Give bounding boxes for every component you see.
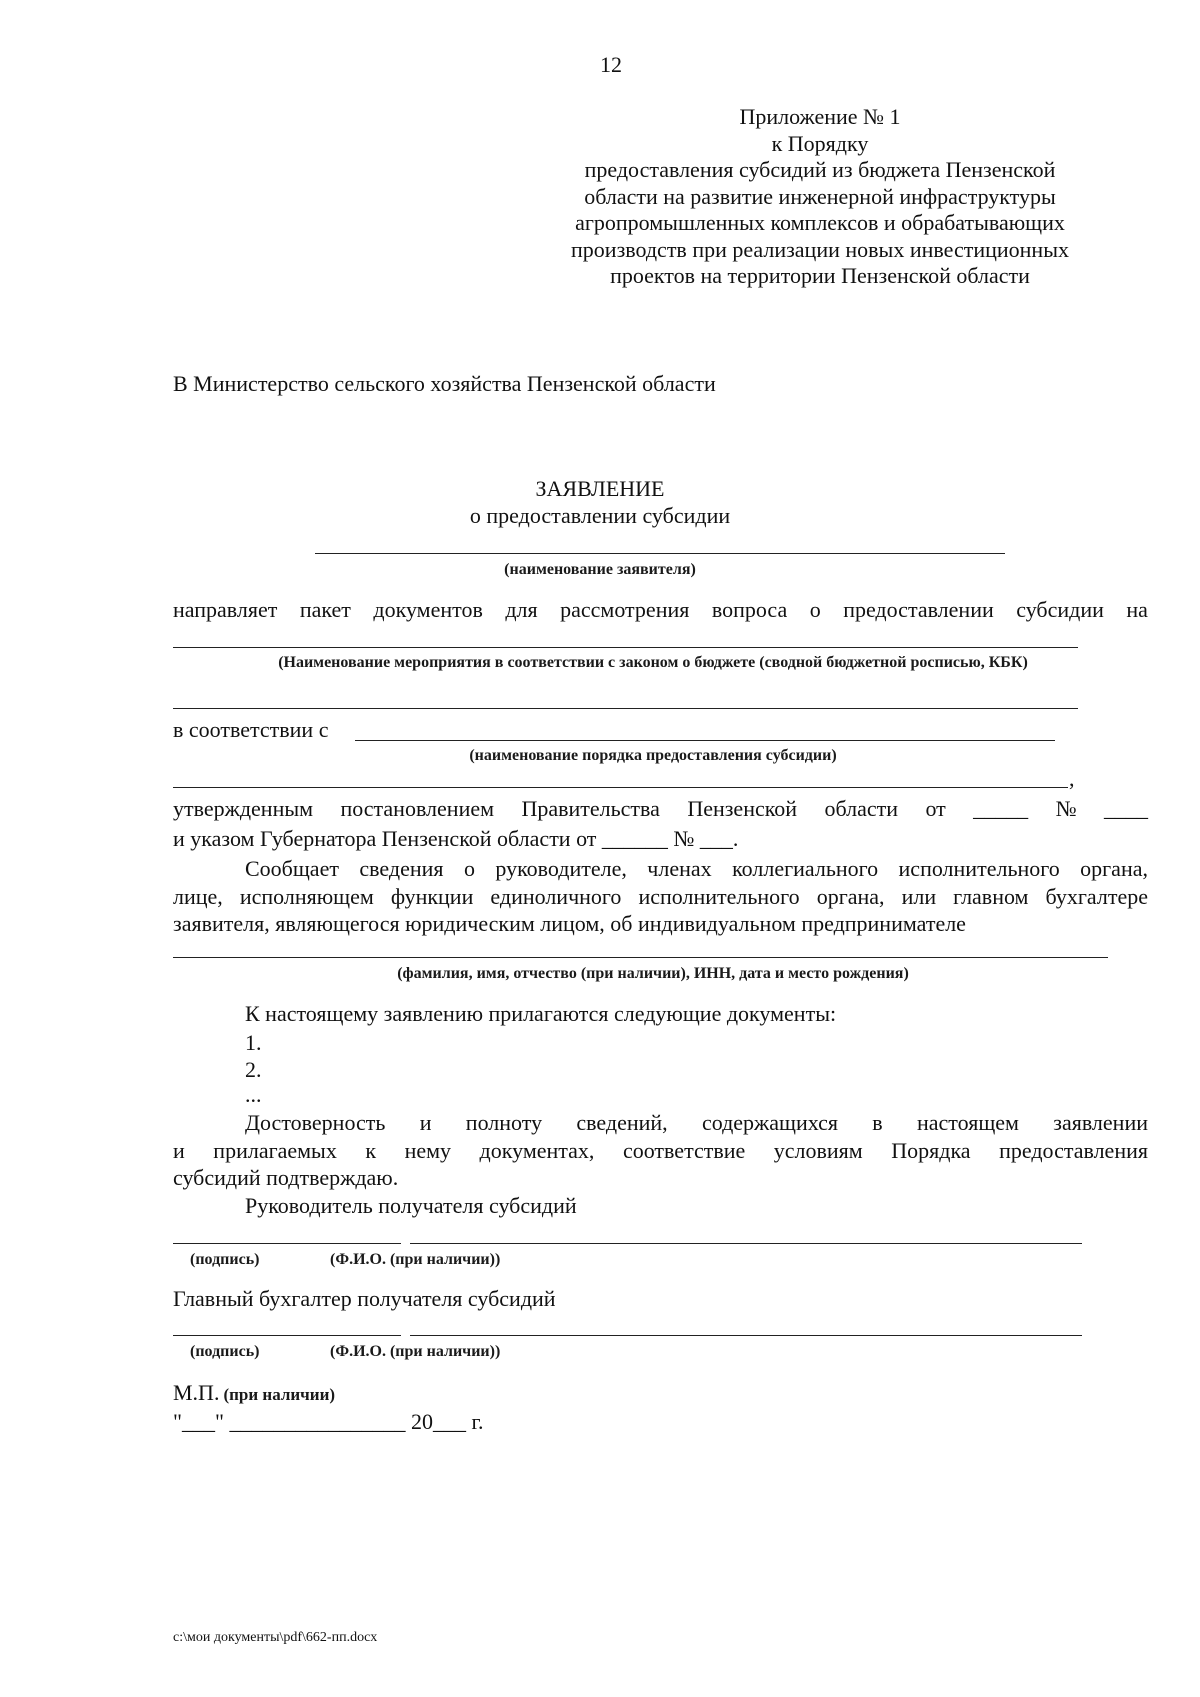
signature-caption: (подпись) [190, 1343, 260, 1360]
name-caption: (Ф.И.О. (при наличии)) [330, 1343, 501, 1360]
appendix-line: к Порядку [771, 130, 869, 156]
info-line-2: лице, исполняющем функции единоличного исполнительного органа, или главном бухгалтере [173, 884, 1148, 909]
approved-line: утвержденным постановлением Правительства Пензенской области от _____ № ____ [173, 796, 1148, 821]
signature-caption: (подпись) [190, 1251, 260, 1268]
confirm-line-2: и прилагаемых к нему документах, соответствие условиям Порядка предоставления [173, 1138, 1148, 1163]
stamp-block [173, 1380, 335, 1406]
appendix-line: агропромышленных комплексов и обрабатывающих [575, 210, 1065, 235]
procedure-name-line[interactable] [355, 740, 1055, 741]
date-line[interactable]: "___" ________________ 20___ г. [173, 1409, 484, 1434]
page-number: 12 [600, 52, 622, 77]
head-label: Руководитель получателя субсидий [245, 1193, 577, 1218]
procedure-caption: (наименование порядка предоставления субсидии) [469, 747, 837, 764]
in-accordance-label: в соответствии с [173, 717, 329, 742]
event-name-line[interactable] [173, 647, 1078, 648]
appendix-line: области на развитие инженерной инфраструктуры [584, 183, 1056, 209]
attached-heading: К настоящему заявлению прилагаются следующие документы: [245, 1001, 837, 1026]
applicant-name-line[interactable] [315, 553, 1005, 554]
list-item: 1. [245, 1030, 262, 1055]
head-signature-line[interactable] [173, 1243, 401, 1244]
accountant-label: Главный бухгалтер получателя субсидий [173, 1286, 556, 1311]
info-line-3: заявителя, являющегося юридическим лицом, об индивидуальном предпринимателе [173, 911, 966, 936]
event-name-line-2[interactable] [173, 708, 1078, 709]
stamp-label: М.П. [173, 1380, 220, 1405]
confirm-line-1: Достоверность и полноту сведений, содержащихся в настоящем заявлении [245, 1110, 1148, 1135]
list-item: ... [245, 1082, 262, 1107]
person-details-line[interactable] [173, 957, 1108, 958]
event-caption: (Наименование мероприятия в соответствии с законом о бюджете (сводной бюджетной росписью, КБК) [278, 654, 1028, 671]
confirm-line-3: субсидий подтверждаю. [173, 1165, 399, 1190]
addressee: В Министерство сельского хозяйства Пензенской области [173, 371, 716, 396]
appendix-line: производств при реализации новых инвестиционных [571, 236, 1069, 262]
person-caption: (фамилия, имя, отчество (при наличии), ИНН, дата и место рождения) [397, 965, 909, 982]
accountant-name-line[interactable] [410, 1335, 1082, 1336]
head-name-line[interactable] [410, 1243, 1082, 1244]
appendix-line: Приложение № 1 [739, 104, 901, 129]
sends-line: направляет пакет документов для рассмотрения вопроса о предоставлении субсидии на [173, 597, 1148, 622]
stamp-note: (при наличии) [223, 1385, 336, 1404]
comma: , [1069, 766, 1075, 791]
appendix-block [540, 104, 1100, 290]
document-subtitle: о предоставлении субсидии [469, 503, 731, 528]
info-line-1: Сообщает сведения о руководителе, членах коллегиального исполнительного органа, [245, 856, 1148, 881]
accountant-signature-line[interactable] [173, 1335, 401, 1336]
decree-line: и указом Губернатора Пензенской области от ______ № ___. [173, 826, 739, 851]
list-item: 2. [245, 1057, 262, 1082]
appendix-line: предоставления субсидий из бюджета Пензенской [584, 157, 1056, 182]
appendix-line: проектов на территории Пензенской области [610, 263, 1030, 288]
name-caption: (Ф.И.О. (при наличии)) [330, 1251, 501, 1268]
procedure-name-line-2[interactable] [173, 787, 1068, 788]
applicant-caption: (наименование заявителя) [504, 561, 696, 578]
file-path: c:\мои документы\pdf\662-пп.docx [173, 1630, 378, 1645]
document-title: ЗАЯВЛЕНИЕ [535, 476, 665, 501]
